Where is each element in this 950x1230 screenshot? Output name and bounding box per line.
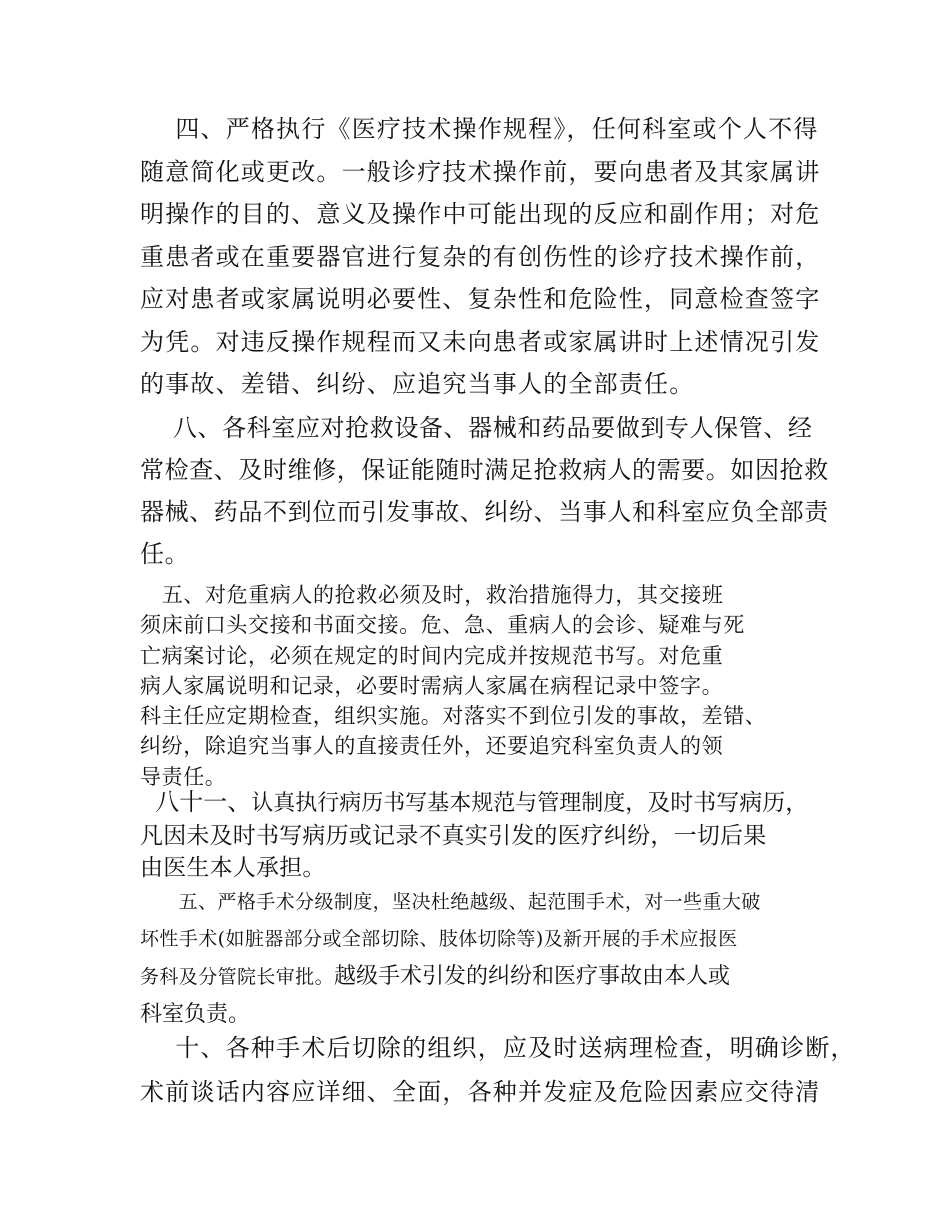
text-line: 为凭。对违反操作规程而又未向患者或家属讲时上述情况引发 (140, 327, 821, 356)
text-line: 十、各种手术后切除的组织，应及时送病理检查，明确诊断， (140, 1034, 856, 1062)
clause-number: 八十一、 (140, 788, 252, 816)
text-line: 坏性手术(如脏器部分或全部切除、肢体切除等)及新开展的手术应报医 (140, 928, 738, 950)
text-line: 常检查、及时维修，保证能随时满足抢救病人的需要。如因抢救 (140, 456, 829, 484)
text-line (140, 786, 820, 820)
text-run: 务科及分管院长审批。 (140, 966, 335, 988)
paragraph-rescue-equipment (140, 407, 829, 575)
text-line: 凡因未及时书写病历或记录不真实引发的医疗纠纷，一切后果 (140, 823, 767, 849)
text-line: 五、对危重病人的抢救必须及时，救治措施得力，其交接班 (140, 583, 724, 607)
text-line: 明操作的目的、意义及操作中可能出现的反应和副作用；对危 (140, 200, 821, 228)
text-run: 认真执行病历书写基本规范与管理制度， (251, 791, 648, 816)
text-line: 由医生本人承担。 (140, 855, 326, 881)
text-line: 的事故、差错、纠纷、应追究当事人的全部责任。 (140, 370, 695, 398)
paragraph-surgery-operation-rules (140, 108, 820, 406)
text-line: 八、各科室应对抢救设备、器械和药品要做到专人保管、经 (140, 414, 813, 442)
text-line: 病人家属说明和记录，必要时需病人家属在病程记录中签字。 (140, 673, 724, 698)
text-line: 亡病案讨论，必须在规定的时间内完成并按规范书写。对危重 (140, 643, 724, 668)
paragraph-critical-patient-rescue (140, 580, 820, 792)
text-line: 科主任应定期检查，组织实施。对落实不到位引发的事故，差错、 (140, 704, 767, 729)
text-line: 术前谈话内容应详细、全面，各种并发症及危险因素应交待清 (140, 1078, 821, 1106)
paragraph-medical-records (140, 786, 820, 884)
text-line: 应对患者或家属说明必要性、复杂性和危险性，同意检查签字 (140, 285, 821, 313)
text-run: 及时书写病历， (647, 790, 809, 816)
paragraph-surgery-grading (140, 884, 820, 1033)
text-line: 纠纷，除追究当事人的直接责任外，还要追究科室负责人的领 (140, 734, 724, 759)
text-line: 须床前口头交接和书面交接。危、急、重病人的会诊、疑难与死 (140, 613, 745, 638)
text-line: 器械、药品不到位而引发事故、纠纷、当事人和科室应负全部责 (140, 498, 829, 526)
text-line (140, 958, 820, 996)
text-line: 科室负责。 (140, 1002, 251, 1027)
text-line: 任。 (140, 540, 190, 568)
text-line: 导责任。 (140, 764, 227, 789)
text-line: 随意简化或更改。一般诊疗技术操作前，要向患者及其家属讲 (140, 157, 821, 186)
text-line: 五、严格手术分级制度，坚决杜绝越级、起范围手术，对一些重大破 (140, 891, 761, 913)
text-line: 四、严格执行《医疗技术操作规程》，任何科室或个人不得 (140, 115, 819, 143)
paragraph-pathology (140, 1026, 856, 1114)
text-run: 越级手术引发的纠纷和医疗事故由本人或 (334, 964, 731, 989)
text-line: 重患者或在重要器官进行复杂的有创伤性的诊疗技术操作前， (140, 242, 821, 271)
